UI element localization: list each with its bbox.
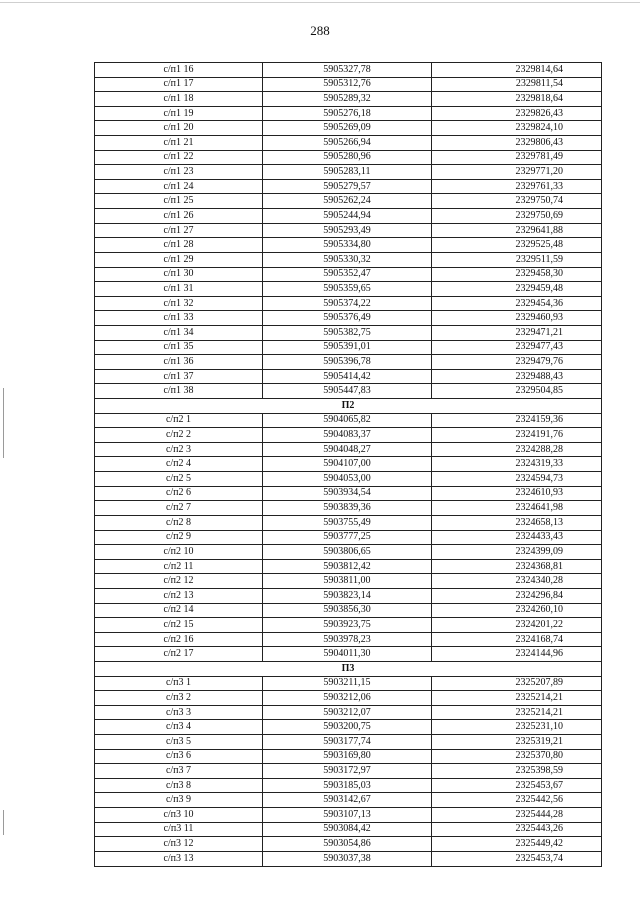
coordinate-x-cell: 5903037,38: [263, 851, 432, 866]
coordinate-y-cell: 2325443,26: [432, 822, 602, 837]
table-row: [95, 325, 602, 340]
table-row: [95, 282, 602, 297]
point-id-cell: с/п3 11: [95, 822, 263, 837]
point-id-cell: с/п3 5: [95, 735, 263, 750]
table-row: [95, 106, 602, 121]
table-row: [95, 267, 602, 282]
point-id-cell: с/п1 16: [95, 63, 263, 78]
table-row: [95, 413, 602, 428]
point-id-cell: с/п2 2: [95, 428, 263, 443]
table-row: [95, 457, 602, 472]
point-id-cell: с/п3 12: [95, 837, 263, 852]
coordinate-x-cell: 5904107,00: [263, 457, 432, 472]
coordinate-x-cell: 5903806,65: [263, 545, 432, 560]
page-top-rule: [0, 2, 640, 3]
coordinate-x-cell: 5903169,80: [263, 749, 432, 764]
table-row: [95, 223, 602, 238]
coordinate-x-cell: 5905327,78: [263, 63, 432, 78]
point-id-cell: с/п3 7: [95, 764, 263, 779]
point-id-cell: с/п1 17: [95, 77, 263, 92]
coordinate-y-cell: 2324260,10: [432, 603, 602, 618]
table-row: [95, 851, 602, 866]
coordinate-x-cell: 5903185,03: [263, 778, 432, 793]
coordinate-y-cell: 2329479,76: [432, 355, 602, 370]
coordinate-x-cell: 5903142,67: [263, 793, 432, 808]
table-row: [95, 209, 602, 224]
point-id-cell: с/п2 7: [95, 501, 263, 516]
point-id-cell: с/п2 8: [95, 515, 263, 530]
coordinate-y-cell: 2329814,64: [432, 63, 602, 78]
coordinate-x-cell: 5904053,00: [263, 472, 432, 487]
coordinate-y-cell: 2329824,10: [432, 121, 602, 136]
section-header: П3: [95, 661, 602, 676]
point-id-cell: с/п1 37: [95, 369, 263, 384]
point-id-cell: с/п1 27: [95, 223, 263, 238]
coordinate-y-cell: 2324433,43: [432, 530, 602, 545]
table-row: [95, 720, 602, 735]
table-row: [95, 486, 602, 501]
table-row: [95, 472, 602, 487]
table-row: [95, 355, 602, 370]
coordinates-table-container: [94, 62, 601, 867]
point-id-cell: с/п1 26: [95, 209, 263, 224]
point-id-cell: с/п3 2: [95, 691, 263, 706]
section-header-row: [95, 399, 602, 414]
coordinate-x-cell: 5904048,27: [263, 442, 432, 457]
coordinate-x-cell: 5903200,75: [263, 720, 432, 735]
coordinate-x-cell: 5903934,54: [263, 486, 432, 501]
coordinate-y-cell: 2329761,33: [432, 179, 602, 194]
point-id-cell: с/п1 21: [95, 136, 263, 151]
coordinate-y-cell: 2329459,48: [432, 282, 602, 297]
coordinate-y-cell: 2325449,42: [432, 837, 602, 852]
coordinate-y-cell: 2329811,54: [432, 77, 602, 92]
coordinate-y-cell: 2324201,22: [432, 618, 602, 633]
coordinate-x-cell: 5905330,32: [263, 252, 432, 267]
coordinate-x-cell: 5905359,65: [263, 282, 432, 297]
coordinate-x-cell: 5903054,86: [263, 837, 432, 852]
table-row: [95, 778, 602, 793]
point-id-cell: с/п1 35: [95, 340, 263, 355]
coordinate-y-cell: 2325231,10: [432, 720, 602, 735]
point-id-cell: с/п3 10: [95, 808, 263, 823]
point-id-cell: с/п1 23: [95, 165, 263, 180]
table-row: [95, 647, 602, 662]
coordinate-y-cell: 2329488,43: [432, 369, 602, 384]
coordinate-x-cell: 5903978,23: [263, 632, 432, 647]
coordinate-y-cell: 2324340,28: [432, 574, 602, 589]
coordinate-x-cell: 5905293,49: [263, 223, 432, 238]
coordinate-x-cell: 5905276,18: [263, 106, 432, 121]
point-id-cell: с/п2 1: [95, 413, 263, 428]
table-row: [95, 837, 602, 852]
coordinate-y-cell: 2325214,21: [432, 705, 602, 720]
table-row: [95, 574, 602, 589]
coordinate-y-cell: 2329750,74: [432, 194, 602, 209]
coordinate-x-cell: 5905414,42: [263, 369, 432, 384]
coordinate-x-cell: 5905396,78: [263, 355, 432, 370]
coordinate-x-cell: 5903755,49: [263, 515, 432, 530]
table-row: [95, 384, 602, 399]
coordinate-x-cell: 5905269,09: [263, 121, 432, 136]
coordinate-x-cell: 5903212,07: [263, 705, 432, 720]
point-id-cell: с/п2 11: [95, 559, 263, 574]
point-id-cell: с/п2 3: [95, 442, 263, 457]
coordinate-x-cell: 5903823,14: [263, 588, 432, 603]
coordinate-y-cell: 2329460,93: [432, 311, 602, 326]
table-row: [95, 749, 602, 764]
coordinate-x-cell: 5905279,57: [263, 179, 432, 194]
table-row: [95, 428, 602, 443]
point-id-cell: с/п1 20: [95, 121, 263, 136]
coordinate-y-cell: 2325214,21: [432, 691, 602, 706]
point-id-cell: с/п2 9: [95, 530, 263, 545]
coordinate-y-cell: 2329781,49: [432, 150, 602, 165]
point-id-cell: с/п2 17: [95, 647, 263, 662]
table-row: [95, 808, 602, 823]
coordinate-x-cell: 5905266,94: [263, 136, 432, 151]
coordinate-x-cell: 5903839,36: [263, 501, 432, 516]
point-id-cell: с/п2 16: [95, 632, 263, 647]
coordinate-x-cell: 5905382,75: [263, 325, 432, 340]
coordinate-y-cell: 2325453,67: [432, 778, 602, 793]
point-id-cell: с/п1 19: [95, 106, 263, 121]
point-id-cell: с/п3 1: [95, 676, 263, 691]
coordinate-x-cell: 5903172,97: [263, 764, 432, 779]
coordinate-x-cell: 5905289,32: [263, 92, 432, 107]
table-row: [95, 194, 602, 209]
point-id-cell: с/п2 12: [95, 574, 263, 589]
point-id-cell: с/п2 6: [95, 486, 263, 501]
coordinate-y-cell: 2325398,59: [432, 764, 602, 779]
table-row: [95, 705, 602, 720]
coordinate-x-cell: 5903777,25: [263, 530, 432, 545]
coordinate-y-cell: 2324296,84: [432, 588, 602, 603]
coordinate-y-cell: 2324368,81: [432, 559, 602, 574]
point-id-cell: с/п3 4: [95, 720, 263, 735]
coordinate-x-cell: 5905244,94: [263, 209, 432, 224]
coordinate-y-cell: 2329477,43: [432, 340, 602, 355]
coordinate-y-cell: 2329454,36: [432, 296, 602, 311]
coordinate-y-cell: 2324658,13: [432, 515, 602, 530]
coordinate-x-cell: 5903212,06: [263, 691, 432, 706]
coordinate-x-cell: 5903107,13: [263, 808, 432, 823]
coordinate-x-cell: 5905262,24: [263, 194, 432, 209]
section-header: П2: [95, 399, 602, 414]
table-row: [95, 618, 602, 633]
coordinate-y-cell: 2329750,69: [432, 209, 602, 224]
table-row: [95, 369, 602, 384]
coordinate-x-cell: 5903811,00: [263, 574, 432, 589]
coordinate-y-cell: 2324319,33: [432, 457, 602, 472]
coordinate-y-cell: 2324159,36: [432, 413, 602, 428]
section-header-row: [95, 661, 602, 676]
coordinate-y-cell: 2329525,48: [432, 238, 602, 253]
coordinate-y-cell: 2324168,74: [432, 632, 602, 647]
coordinate-y-cell: 2324288,28: [432, 442, 602, 457]
table-row: [95, 311, 602, 326]
table-row: [95, 121, 602, 136]
coordinate-y-cell: 2329826,43: [432, 106, 602, 121]
point-id-cell: с/п1 24: [95, 179, 263, 194]
coordinate-x-cell: 5903211,15: [263, 676, 432, 691]
coordinate-x-cell: 5905283,11: [263, 165, 432, 180]
table-row: [95, 822, 602, 837]
coordinate-x-cell: 5903923,75: [263, 618, 432, 633]
coordinate-x-cell: 5905391,01: [263, 340, 432, 355]
scan-edge-mark: [3, 810, 4, 835]
point-id-cell: с/п3 13: [95, 851, 263, 866]
table-row: [95, 165, 602, 180]
point-id-cell: с/п3 3: [95, 705, 263, 720]
coordinate-y-cell: 2324610,93: [432, 486, 602, 501]
table-row: [95, 442, 602, 457]
coordinate-x-cell: 5904065,82: [263, 413, 432, 428]
table-row: [95, 530, 602, 545]
table-row: [95, 136, 602, 151]
coordinate-y-cell: 2325442,56: [432, 793, 602, 808]
table-row: [95, 92, 602, 107]
coordinate-x-cell: 5905352,47: [263, 267, 432, 282]
coordinate-x-cell: 5905376,49: [263, 311, 432, 326]
table-row: [95, 77, 602, 92]
coordinate-x-cell: 5904083,37: [263, 428, 432, 443]
coordinate-y-cell: 2324144,96: [432, 647, 602, 662]
table-row: [95, 252, 602, 267]
table-row: [95, 676, 602, 691]
coordinate-x-cell: 5905374,22: [263, 296, 432, 311]
coordinate-x-cell: 5905334,80: [263, 238, 432, 253]
coordinate-y-cell: 2329511,59: [432, 252, 602, 267]
table-row: [95, 632, 602, 647]
point-id-cell: с/п3 8: [95, 778, 263, 793]
point-id-cell: с/п1 18: [95, 92, 263, 107]
point-id-cell: с/п2 13: [95, 588, 263, 603]
coordinate-x-cell: 5903812,42: [263, 559, 432, 574]
table-row: [95, 150, 602, 165]
coordinate-x-cell: 5905447,83: [263, 384, 432, 399]
table-row: [95, 63, 602, 78]
point-id-cell: с/п3 6: [95, 749, 263, 764]
coordinate-x-cell: 5903177,74: [263, 735, 432, 750]
coordinate-y-cell: 2329458,30: [432, 267, 602, 282]
scan-edge-mark: [3, 388, 4, 458]
point-id-cell: с/п3 9: [95, 793, 263, 808]
table-row: [95, 691, 602, 706]
point-id-cell: с/п1 38: [95, 384, 263, 399]
table-row: [95, 179, 602, 194]
table-row: [95, 238, 602, 253]
table-row: [95, 588, 602, 603]
coordinate-y-cell: 2324399,09: [432, 545, 602, 560]
coordinate-y-cell: 2329818,64: [432, 92, 602, 107]
point-id-cell: с/п2 4: [95, 457, 263, 472]
coordinate-y-cell: 2329471,21: [432, 325, 602, 340]
coordinate-y-cell: 2325319,21: [432, 735, 602, 750]
point-id-cell: с/п1 30: [95, 267, 263, 282]
table-row: [95, 559, 602, 574]
coordinate-x-cell: 5905280,96: [263, 150, 432, 165]
coordinate-y-cell: 2324641,98: [432, 501, 602, 516]
table-row: [95, 515, 602, 530]
point-id-cell: с/п1 28: [95, 238, 263, 253]
point-id-cell: с/п1 36: [95, 355, 263, 370]
coordinate-y-cell: 2329504,85: [432, 384, 602, 399]
table-row: [95, 735, 602, 750]
table-row: [95, 340, 602, 355]
coordinate-x-cell: 5904011,30: [263, 647, 432, 662]
table-row: [95, 793, 602, 808]
coordinate-y-cell: 2324594,73: [432, 472, 602, 487]
point-id-cell: с/п2 15: [95, 618, 263, 633]
point-id-cell: с/п2 10: [95, 545, 263, 560]
coordinates-table-body: [95, 63, 602, 867]
point-id-cell: с/п1 31: [95, 282, 263, 297]
point-id-cell: с/п1 22: [95, 150, 263, 165]
coordinate-y-cell: 2329806,43: [432, 136, 602, 151]
coordinate-y-cell: 2325370,80: [432, 749, 602, 764]
page-number: 288: [310, 23, 330, 38]
coordinate-y-cell: 2325453,74: [432, 851, 602, 866]
coordinate-y-cell: 2329641,88: [432, 223, 602, 238]
point-id-cell: с/п1 33: [95, 311, 263, 326]
table-row: [95, 764, 602, 779]
coordinate-y-cell: 2325207,89: [432, 676, 602, 691]
table-row: [95, 603, 602, 618]
coordinate-x-cell: 5905312,76: [263, 77, 432, 92]
point-id-cell: с/п1 32: [95, 296, 263, 311]
point-id-cell: с/п2 14: [95, 603, 263, 618]
point-id-cell: с/п2 5: [95, 472, 263, 487]
point-id-cell: с/п1 29: [95, 252, 263, 267]
table-row: [95, 501, 602, 516]
table-row: [95, 296, 602, 311]
coordinate-y-cell: 2324191,76: [432, 428, 602, 443]
coordinate-x-cell: 5903084,42: [263, 822, 432, 837]
coordinates-table: [94, 62, 602, 867]
point-id-cell: с/п1 34: [95, 325, 263, 340]
coordinate-y-cell: 2325444,28: [432, 808, 602, 823]
point-id-cell: с/п1 25: [95, 194, 263, 209]
coordinate-y-cell: 2329771,20: [432, 165, 602, 180]
table-row: [95, 545, 602, 560]
coordinate-x-cell: 5903856,30: [263, 603, 432, 618]
